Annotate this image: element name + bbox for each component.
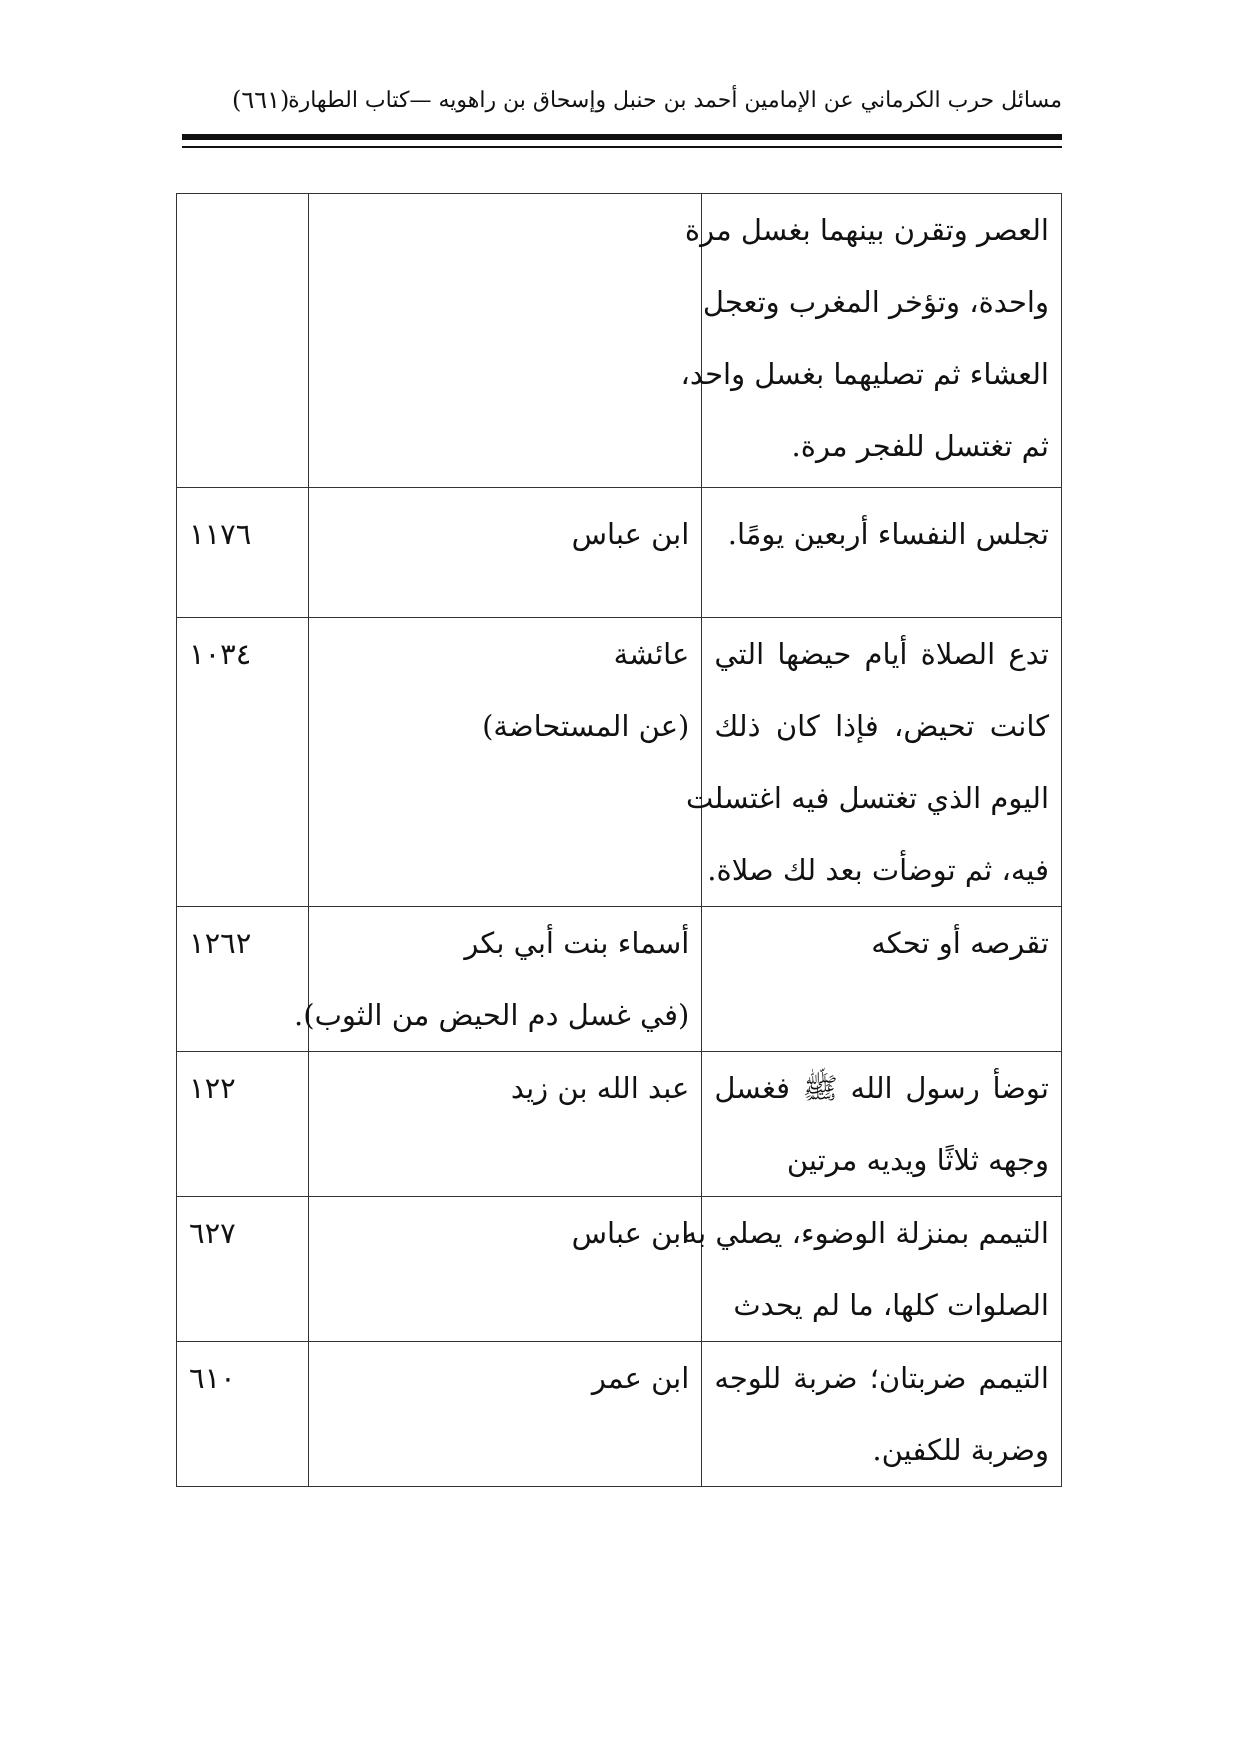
narrator-line: عبد الله بن زيد (510, 1071, 690, 1105)
header-rule-thick (182, 134, 1062, 140)
hadith-text-line: فيه، ثم توضأت بعد لك صلاة. (707, 853, 1049, 887)
hadith-text-line: تقرصه أو تحكه (871, 926, 1049, 960)
hadith-text-cell (702, 488, 1062, 618)
hadith-text-line: توضأ رسول الله ﷺ فغسل (714, 1071, 1049, 1105)
hadith-text-cell (702, 1052, 1062, 1197)
hadith-text-line: التيمم بمنزلة الوضوء، يصلي به (682, 1216, 1049, 1250)
narrator-note: (في غسل دم الحيض من الثوب). (294, 998, 690, 1032)
hadith-number-cell (177, 1197, 309, 1342)
hadith-text-cell (686, 618, 1062, 907)
header-rule-thin (182, 146, 1062, 148)
narrator-line: أسماء بنت أبي بكر (464, 926, 690, 960)
hadith-text-line: واحدة، وتؤخر المغرب وتعجل (702, 285, 1049, 319)
hadith-number-cell (177, 1052, 309, 1197)
hadith-number-cell (177, 488, 309, 618)
hadith-text-line: وضربة للكفين. (872, 1433, 1049, 1467)
hadith-text-line: وجهه ثلاثًا ويديه مرتين (786, 1143, 1049, 1177)
hadith-number: ١٢٢ (189, 1071, 236, 1105)
narrator-line: عائشة (613, 637, 690, 671)
hadith-number-cell (177, 618, 309, 907)
hadith-text-cell (682, 1197, 1062, 1342)
hadith-number: ١١٧٦ (189, 517, 252, 551)
narrator-line: ابن عباس (571, 1216, 690, 1250)
hadith-text-line: الصلوات كلها، ما لم يحدث (733, 1288, 1049, 1322)
hadith-index-table (176, 193, 1062, 1487)
hadith-number-cell (177, 1342, 309, 1487)
narrator-note: (عن المستحاضة) (482, 709, 690, 743)
narrator-cell (309, 488, 702, 618)
hadith-text-line: التيمم ضربتان؛ ضربة للوجه (714, 1361, 1049, 1395)
table-row (177, 1052, 1062, 1197)
narrator-cell (294, 907, 702, 1052)
table-row (177, 618, 1062, 907)
hadith-text-line: اليوم الذي تغتسل فيه اغتسلت (686, 781, 1049, 815)
running-title: مسائل حرب الكرماني عن الإمامين أحمد بن حنبل وإسحاق بن راهويه —كتاب الطهارة (288, 88, 1062, 113)
page-number: (٦٦١) (232, 86, 290, 114)
hadith-number: ٦٢٧ (189, 1216, 236, 1250)
hadith-text-line: تجلس النفساء أربعين يومًا. (727, 517, 1049, 551)
narrator-line: ابن عباس (571, 517, 690, 551)
hadith-number-cell (177, 194, 309, 488)
narrator-cell (309, 194, 702, 488)
table-row (177, 1342, 1062, 1487)
hadith-text-cell (680, 194, 1062, 488)
hadith-number: ٦١٠ (189, 1361, 236, 1395)
hadith-text-line: ثم تغتسل للفجر مرة. (791, 429, 1049, 463)
page-header (182, 78, 1062, 128)
narrator-line: ابن عمر (591, 1361, 690, 1395)
hadith-text-cell (702, 1342, 1062, 1487)
narrator-cell (309, 1197, 702, 1342)
hadith-text-line: تدع الصلاة أيام حيضها التي (714, 637, 1049, 671)
hadith-number: ١٢٦٢ (189, 926, 252, 960)
hadith-text-line: العصر وتقرن بينهما بغسل مرة (684, 213, 1049, 247)
hadith-text-line: كانت تحيض، فإذا كان ذلك (714, 709, 1049, 743)
table-row (177, 1197, 1062, 1342)
table-row (177, 907, 1062, 1052)
table-row (177, 488, 1062, 618)
hadith-text-cell (702, 907, 1062, 1052)
hadith-number: ١٠٣٤ (189, 637, 252, 671)
narrator-cell (309, 1052, 702, 1197)
hadith-text-line: العشاء ثم تصليهما بغسل واحد، (680, 357, 1049, 391)
narrator-cell (309, 1342, 702, 1487)
table-row (177, 194, 1062, 488)
hadith-number-cell (177, 907, 309, 1052)
narrator-cell (309, 618, 702, 907)
